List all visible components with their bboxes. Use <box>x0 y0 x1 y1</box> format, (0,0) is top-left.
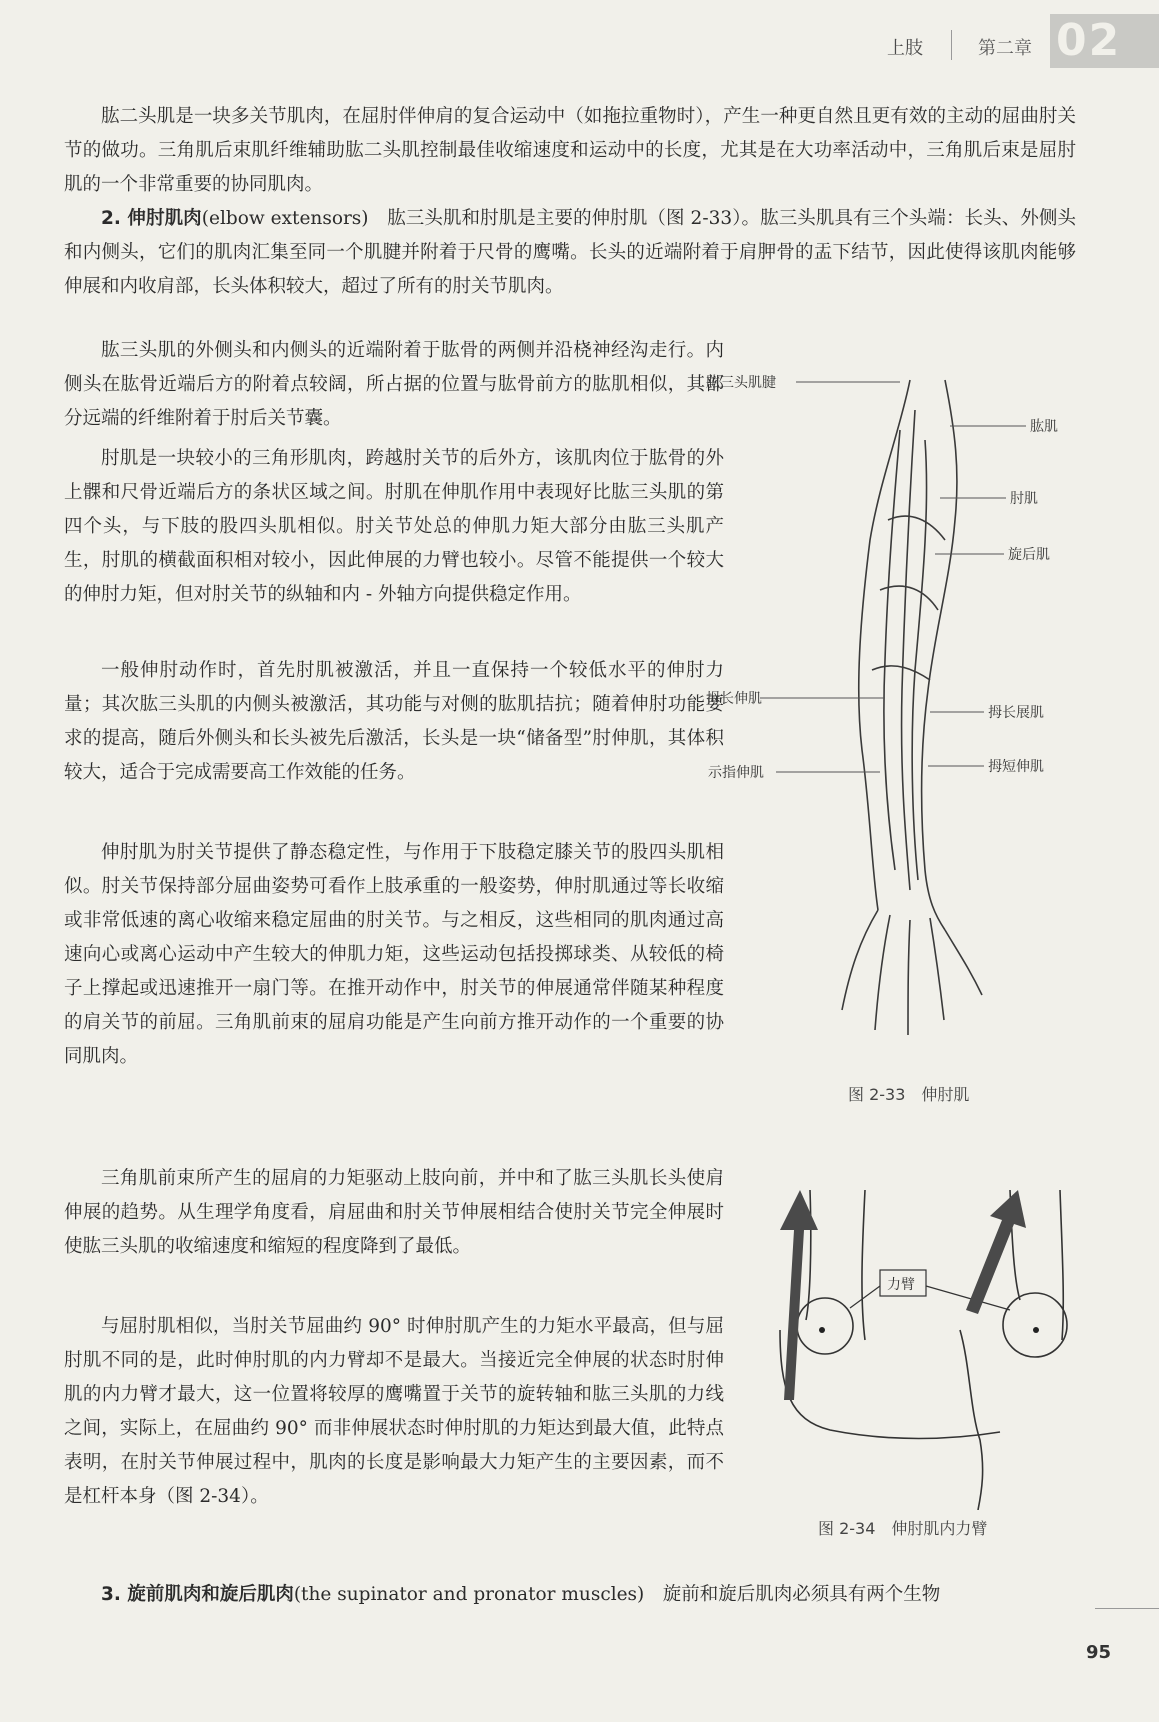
label-anconeus: 肘肌 <box>1010 491 1038 507</box>
label-supinator: 旋后肌 <box>1008 547 1050 563</box>
paragraph-deltoid: 三角肌前束所产生的屈肩的力矩驱动上肢向前，并中和了肱三头肌长头使肩伸展的趋势。从生理学角度看，肩屈曲和肘关节伸展相结合使肘关节完全伸展时使肱三头肌的收缩速度和缩短的程度降到了最低。 <box>64 1168 724 1257</box>
right-force-arrow <box>966 1190 1026 1314</box>
left-joint-circle <box>797 1298 853 1354</box>
figure-2-34 <box>770 1190 1100 1510</box>
section-heading-supinator-en: (the supinator and pronator muscles) <box>293 1584 645 1605</box>
figure1-leader-lines <box>760 370 1100 1050</box>
paragraph-elbow-extensors <box>64 202 1076 304</box>
figure-2-33 <box>706 370 1100 1050</box>
humerus-right-edge <box>862 1190 865 1340</box>
label-brachialis: 肱肌 <box>1030 419 1058 435</box>
right-bone-edge-2 <box>1060 1190 1063 1340</box>
footer-rule <box>1095 1608 1159 1609</box>
left-force-arrow <box>780 1190 818 1400</box>
label-apl: 拇长展肌 <box>988 705 1044 721</box>
moment-arm-label: 力臂 <box>887 1277 915 1293</box>
paragraph-anconeus: 肘肌是一块较小的三角形肌肉，跨越肘关节的后外方，该肌肉位于肱骨的外上髁和尺骨近端后方的条状区域之间。肘肌在伸肌作用中表现好比肱三头肌的第四个头，与下肢的股四头肌相似。肘关节处总的伸肌力矩大部分由肱三头肌产生，肘肌的横截面积相对较小，因此伸展的力臂也较小。尽管不能提供一个较大的伸肘力矩，但对肘关节的纵轴和内 - 外轴方向提供稳定作用。 <box>64 448 724 605</box>
elbow-moment-arm-diagram <box>770 1190 1100 1510</box>
paragraph-stability: 伸肘肌为肘关节提供了静态稳定性，与作用于下肢稳定膝关节的股四头肌相似。肘关节保持部分屈曲姿势可看作上肢承重的一般姿势，伸肘肌通过等长收缩或非常低速的离心收缩来稳定屈曲的肘关节。与之相反，这些相同的肌肉通过高速向心或离心运动中产生较大的伸肌力矩，这些运动包括投掷球类、从较低的椅子上撑起或迅速推开一扇门等。在推开动作中，肘关节的伸展通常伴随某种程度的肩关节的前屈。三角肌前束的屈肩功能是产生向前方推开动作的一个重要的协同肌肉。 <box>64 842 724 1067</box>
label-triceps-tendon: 肱三头肌腱 <box>706 375 776 391</box>
paragraph-supinator-body: 旋前和旋后肌肉必须具有两个生物 <box>662 1584 941 1605</box>
right-axis-dot <box>1033 1327 1039 1333</box>
header-chapter: 第二章 <box>978 38 1032 59</box>
ulna-outline <box>780 1330 1000 1439</box>
header-divider <box>951 30 952 60</box>
figure-2-33-caption: 图 2-33 伸肘肌 <box>848 1085 970 1104</box>
label-epl: 拇长伸肌 <box>706 691 762 707</box>
figure-2-34-caption: 图 2-34 伸肘肌内力臂 <box>818 1519 988 1538</box>
section-heading-supinator: 3. 旋前肌肉和旋后肌肉 <box>101 1584 294 1605</box>
paragraph-triceps-heads: 肱三头肌的外侧头和内侧头的近端附着于肱骨的两侧并沿桡神经沟走行。内侧头在肱骨近端后方的附着点较阔，所占据的位置与肱骨前方的肱肌相似，其部分远端的纤维附着于肘后关节囊。 <box>64 340 724 429</box>
right-joint-circle <box>1003 1293 1067 1357</box>
label-epb: 拇短伸肌 <box>988 759 1044 775</box>
forearm-edge <box>960 1330 983 1510</box>
left-axis-dot <box>819 1327 825 1333</box>
header-chapter-number: 02 <box>1050 14 1159 68</box>
running-header <box>0 0 1159 80</box>
section-heading-extensors: 2. 伸肘肌肉 <box>101 208 202 229</box>
page-number: 95 <box>1086 1642 1112 1663</box>
paragraph-activation: 一般伸肘动作时，首先肘肌被激活，并且一直保持一个较低水平的伸肘力量；其次肱三头肌的内侧头被激活，其功能与对侧的肱肌拮抗；随着伸肘功能要求的提高，随后外侧头和长头被先后激活，长头是一块“储备型”肘伸肌，其体积较大，适合于完成需要高工作效能的任务。 <box>64 660 724 783</box>
header-section: 上肢 <box>887 38 923 59</box>
paragraph-extensors-body: 肱三头肌和肘肌是主要的伸肘肌（图 2-33）。肱三头肌具有三个头端：长头、外侧头和内侧头，它们的肌肉汇集至同一个肌腱并附着于尺骨的鹰嘴。长头的近端附着于肩胛骨的盂下结节，因此使得该肌肉能够伸展和内收肩部，长头体积较大，超过了所有的肘关节肌肉。 <box>64 208 1076 297</box>
paragraph-biceps: 肱二头肌是一块多关节肌肉，在屈肘伴伸肩的复合运动中（如拖拉重物时），产生一种更自然且更有效的主动的屈曲肘关节的做功。三角肌后束肌纤维辅助肱二头肌控制最佳收缩速度和运动中的长度，尤其是在大功率活动中，三角肌后束是屈肘肌的一个非常重要的协同肌肉。 <box>64 106 1076 195</box>
section-heading-extensors-en: (elbow extensors) <box>201 208 369 229</box>
paragraph-supinator-pronator <box>64 1578 1084 1612</box>
paragraph-moment-arm: 与屈肘肌相似，当肘关节屈曲约 90° 时伸肘肌产生的力矩水平最高，但与屈肘肌不同的是，此时伸肘肌的内力臂却不是最大。当接近完全伸展的状态时肘伸肌的内力臂才最大，这一位置将较厚的鹰嘴置于关节的旋转轴和肱三头肌的力线之间，实际上，在屈曲约 90° 而非伸展状态时伸肘肌的力矩达到最大值，此特点表明，在肘关节伸展过程中，肌肉的长度是影响最大力矩产生的主要因素，而不是杠杆本身（图 2-34）。 <box>64 1316 724 1507</box>
label-eip: 示指伸肌 <box>708 765 764 781</box>
